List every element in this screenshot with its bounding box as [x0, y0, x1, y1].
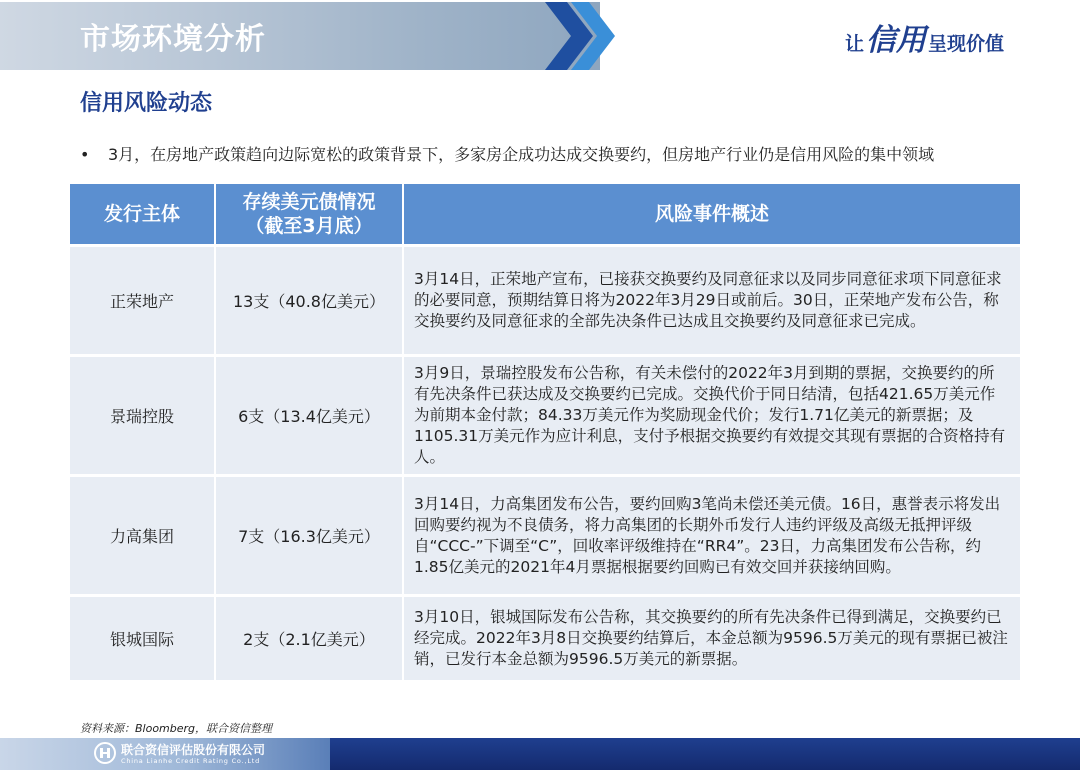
issuer-cell: 银城国际: [70, 596, 215, 680]
bullet-text: 3月，在房地产政策趋向边际宽松的政策背景下，多家房企成功达成交换要约，但房地产行业仍是信用风险的集中领域: [108, 145, 935, 164]
footer-company-english: China Lianhe Credit Rating Co.,Ltd: [121, 757, 261, 765]
issuer-cell: 正荣地产: [70, 246, 215, 356]
footer: [0, 738, 1080, 770]
footer-brand-area: [0, 738, 330, 770]
header-bonds-line1: 存续美元债情况: [242, 191, 376, 213]
footer-stripe: [330, 738, 1080, 770]
summary-cell: 3月14日，力高集团发布公告，要约回购3笔尚未偿还美元债。16日，惠誉表示将发出回购要约视为不良债务，将力高集团的长期外币发行人违约评级及高级无抵押评级自“CCC-”下调至“C”，回收率评级维持在“RR4”。23日，力高集团发布公告称，约1.85亿美元的2021年4月票据根据要约回购已有效交回并获接纳回购。: [403, 476, 1020, 596]
header-bonds: [215, 184, 403, 246]
header: [0, 0, 1080, 72]
company-logo-icon: [94, 742, 116, 764]
chevron-right-icon: [545, 2, 620, 70]
header-summary: 风险事件概述: [403, 184, 1020, 246]
summary-cell: 3月14日，正荣地产宣布，已接获交换要约及同意征求以及同步同意征求项下同意征求的必要同意，预期结算日将为2022年3月29日或前后。30日，正荣地产发布公告，称交换要约及同意征求的全部先决条件已达成且交换要约及同意征求已完成。: [403, 246, 1020, 356]
slogan-suffix: 呈现价值: [928, 33, 1005, 55]
slogan-prefix: 让: [845, 33, 865, 55]
risk-events-table: [70, 184, 1020, 680]
table-row: [70, 246, 1020, 356]
bonds-cell: 2支（2.1亿美元）: [215, 596, 403, 680]
table-row: [70, 476, 1020, 596]
issuer-cell: 景瑞控股: [70, 356, 215, 476]
table-row: [70, 596, 1020, 680]
bonds-cell: 13支（40.8亿美元）: [215, 246, 403, 356]
table-header-row: [70, 184, 1020, 246]
source-note: 资料来源：Bloomberg，联合资信整理: [80, 722, 273, 735]
issuer-cell: 力高集团: [70, 476, 215, 596]
footer-company-name: 联合资信评估股份有限公司: [121, 743, 266, 757]
summary-cell: 3月9日，景瑞控股发布公告称，有关未偿付的2022年3月到期的票据，交换要约的所有先决条件已获达成及交换要约已完成。交换代价于同日结清，包括421.65万美元作为前期本金付款；84.33万美元作为奖励现金代价；发行1.71亿美元的新票据；及1105.31万美元作为应计利息，支付予根据交换要约有效提交其现有票据的合资格持有人。: [403, 356, 1020, 476]
header-bonds-line2: （截至3月底）: [245, 215, 373, 237]
section-title: 信用风险动态: [80, 91, 213, 116]
bullet-point: [80, 142, 1070, 165]
table-row: [70, 356, 1020, 476]
bullet-dot-icon: •: [80, 145, 90, 164]
bonds-cell: 6支（13.4亿美元）: [215, 356, 403, 476]
summary-cell: 3月10日，银城国际发布公告称，其交换要约的所有先决条件已得到满足，交换要约已经完成。2022年3月8日交换要约结算后，本金总额为9596.5万美元的现有票据已被注销，已发行本金总额为9596.5万美元的新票据。: [403, 596, 1020, 680]
slogan: [845, 22, 1004, 56]
page-title: 市场环境分析: [80, 22, 266, 57]
slogan-brand: 信用: [866, 23, 927, 58]
header-issuer: 发行主体: [70, 184, 215, 246]
bonds-cell: 7支（16.3亿美元）: [215, 476, 403, 596]
